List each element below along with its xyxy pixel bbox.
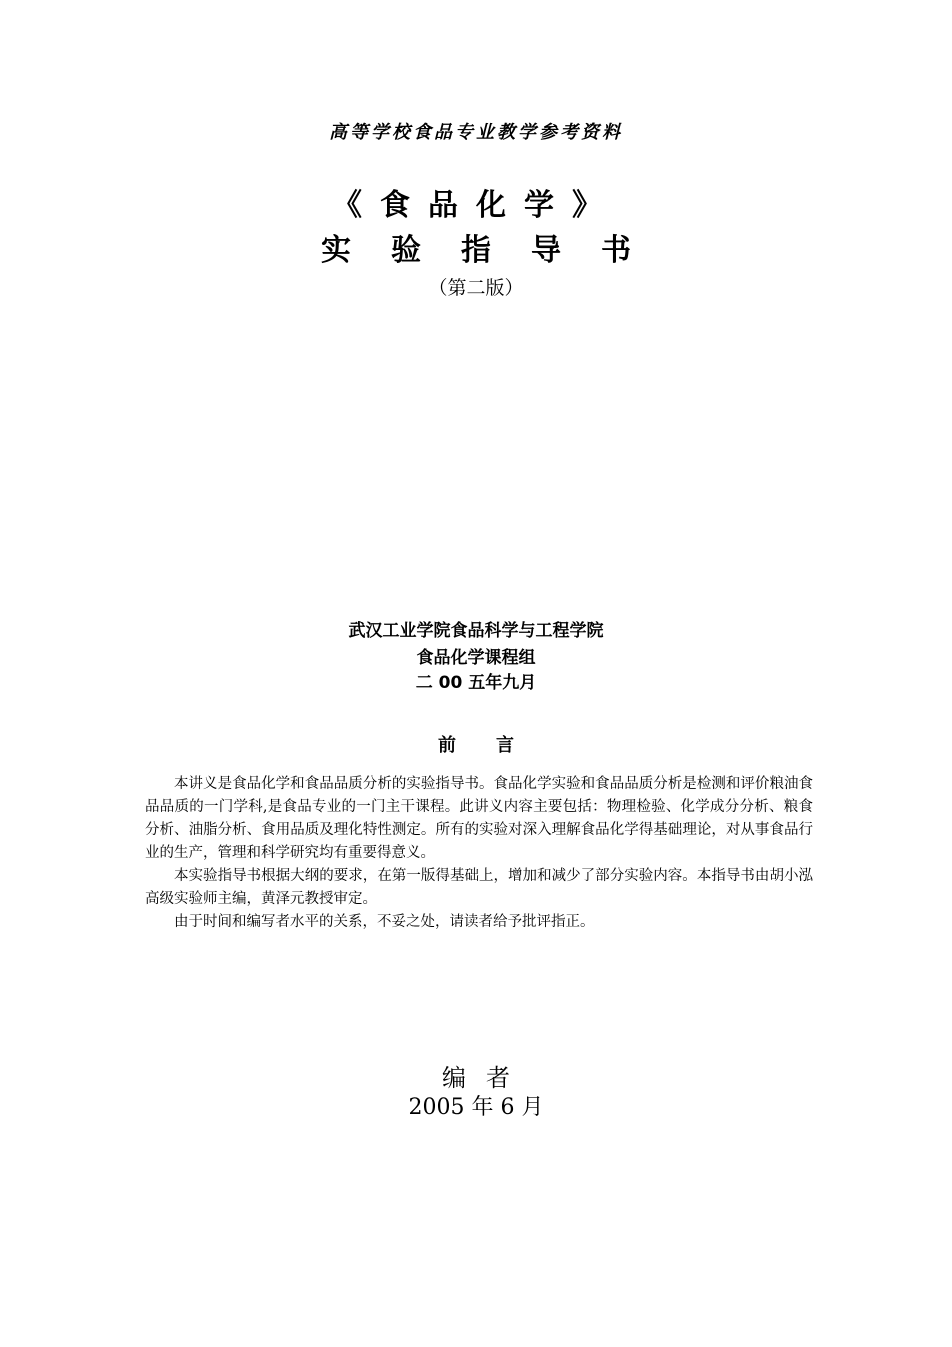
preface-paragraph: 本实验指导书根据大纲的要求，在第一版得基础上，增加和减少了部分实验内容。本指导书由胡小泓高级实验师主编，黄泽元教授审定。: [145, 868, 813, 907]
editor-label: 编者: [442, 1064, 530, 1092]
preface-paragraph: 由于时间和编写者水平的关系，不妥之处，请读者给予批评指正。: [174, 914, 595, 930]
publish-date: 二 00 五年九月: [415, 673, 537, 693]
book-title: 《食品化学》: [332, 188, 620, 223]
preface-heading: 前言: [438, 735, 554, 756]
book-subtitle: 实验指导书: [321, 233, 671, 268]
preface-paragraph: 本讲义是食品化学和食品品质分析的实验指导书。食品化学实验和食品品质分析是检测和评价粮油食品品质的一门学科,是食品专业的一门主干课程。此讲义内容主要包括：物理检验、化学成分分析、粮食分析、油脂分析、食用品质及理化特性测定。所有的实验对深入理解食品化学得基础理论，对从事食品行业的生产，管理和科学研究均有重要得意义。: [145, 776, 813, 861]
preface-body: [145, 773, 813, 934]
course-group: 食品化学课程组: [416, 648, 536, 668]
institution-name: 武汉工业学院食品科学与工程学院: [348, 621, 604, 641]
series-title: 高等学校食品专业教学参考资料: [329, 122, 623, 143]
edition-label: （第二版）: [428, 277, 524, 299]
signature-date: 2005 年 6 月: [408, 1095, 544, 1120]
